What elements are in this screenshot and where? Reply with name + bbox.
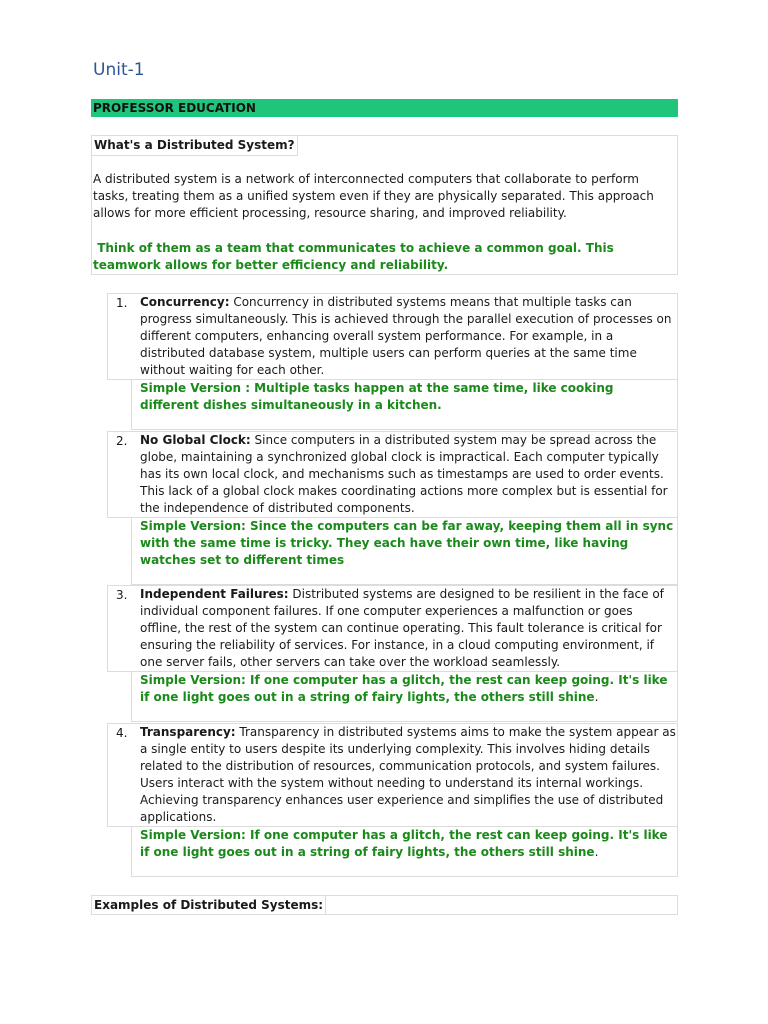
list-item-no-global-clock: [107, 431, 678, 518]
list-item-body: Since computers in a distributed system may be spread across the globe, maintaining a synchronized global clock is impractical. Each computer typically has its own local clock, and mechanisms such as timestamps are used to order events. This lack of a global clock makes coordinating actions more complex but is essential for the independence of distributed components.: [140, 433, 668, 515]
simple-version-body: Simple Version: If one computer has a glitch, the rest can keep going. It's like if one light goes out in a string of fairy lights, the others still shine: [140, 673, 668, 704]
simple-version-tail: .: [594, 845, 599, 859]
list-item-transparency: [107, 723, 678, 827]
section-banner: PROFESSOR EDUCATION: [91, 99, 678, 117]
list-item-body: Concurrency in distributed systems means that multiple tasks can progress simultaneously. This is achieved through the parallel execution of processes on different computers, enhancing overall system performance. For example, in a distributed database system, multiple users can perform queries at the same time without waiting for each other.: [140, 295, 672, 377]
intro-paragraph: A distributed system is a network of interconnected computers that collaborate to perform tasks, treating them as a unified system even if they are physically separated. This approach allows for more efficient processing, resource sharing, and improved reliability.: [93, 172, 654, 220]
simple-version-body: Simple Version: Since the computers can be far away, keeping them all in sync with the same time is tricky. They each have their own time, like having watches set to different times: [140, 519, 674, 567]
simple-version-box: [131, 826, 678, 877]
list-item-text: [140, 432, 676, 517]
simple-version-box: [131, 379, 678, 430]
list-item-body: Distributed systems are designed to be resilient in the face of individual component failures. If one computer experiences a malfunction or goes offline, the rest of the system can continue operating. This fault tolerance is critical for ensuring the reliability of services. For instance, in a cloud computing environment, if one server fails, other servers can take over the workload seamlessly.: [140, 587, 664, 669]
intro-green-note: Think of them as a team that communicates to achieve a common goal. This teamwork allows for better efficiency and reliability.: [93, 241, 639, 272]
simple-version-text: [140, 827, 676, 861]
simple-version-box: [131, 517, 678, 585]
list-item-term: Independent Failures:: [140, 587, 289, 601]
list-item-term: Concurrency:: [140, 295, 230, 309]
list-item-term: No Global Clock:: [140, 433, 251, 447]
list-item-text: [140, 294, 676, 379]
simple-version-box: [131, 671, 678, 722]
list-item-term: Transparency:: [140, 725, 236, 739]
list-item-number: 4.: [116, 726, 128, 740]
list-item-number: 3.: [116, 588, 128, 602]
simple-version-text: [140, 518, 676, 569]
list-item-number: 2.: [116, 434, 128, 448]
list-item-text: [140, 586, 676, 671]
simple-version-text: [140, 672, 676, 706]
simple-version-tail: .: [594, 690, 599, 704]
list-item-body: Transparency in distributed systems aims to make the system appear as a single entity to users despite its underlying complexity. This involves hiding details related to the distribution of resources, communication protocols, and system failures. Users interact with the system without needing to understand its internal workings. Achieving transparency enhances user experience and simplifies the use of distributed applications.: [140, 725, 676, 824]
list-item-number: 1.: [116, 296, 128, 310]
list-item-concurrency: [107, 293, 678, 380]
page-title: Unit-1: [93, 60, 145, 80]
list-item-independent-failures: [107, 585, 678, 672]
simple-version-body: Simple Version : Multiple tasks happen at the same time, like cooking different dishes simultaneously in a kitchen.: [140, 381, 614, 412]
simple-version-text: [140, 380, 676, 414]
intro-heading: What's a Distributed System?: [92, 136, 298, 156]
list-item-text: [140, 724, 676, 826]
simple-version-body: Simple Version: If one computer has a glitch, the rest can keep going. It's like if one light goes out in a string of fairy lights, the others still shine: [140, 828, 668, 859]
intro-section: [91, 135, 678, 275]
examples-heading: Examples of Distributed Systems:: [92, 896, 326, 914]
examples-section: [91, 895, 678, 915]
